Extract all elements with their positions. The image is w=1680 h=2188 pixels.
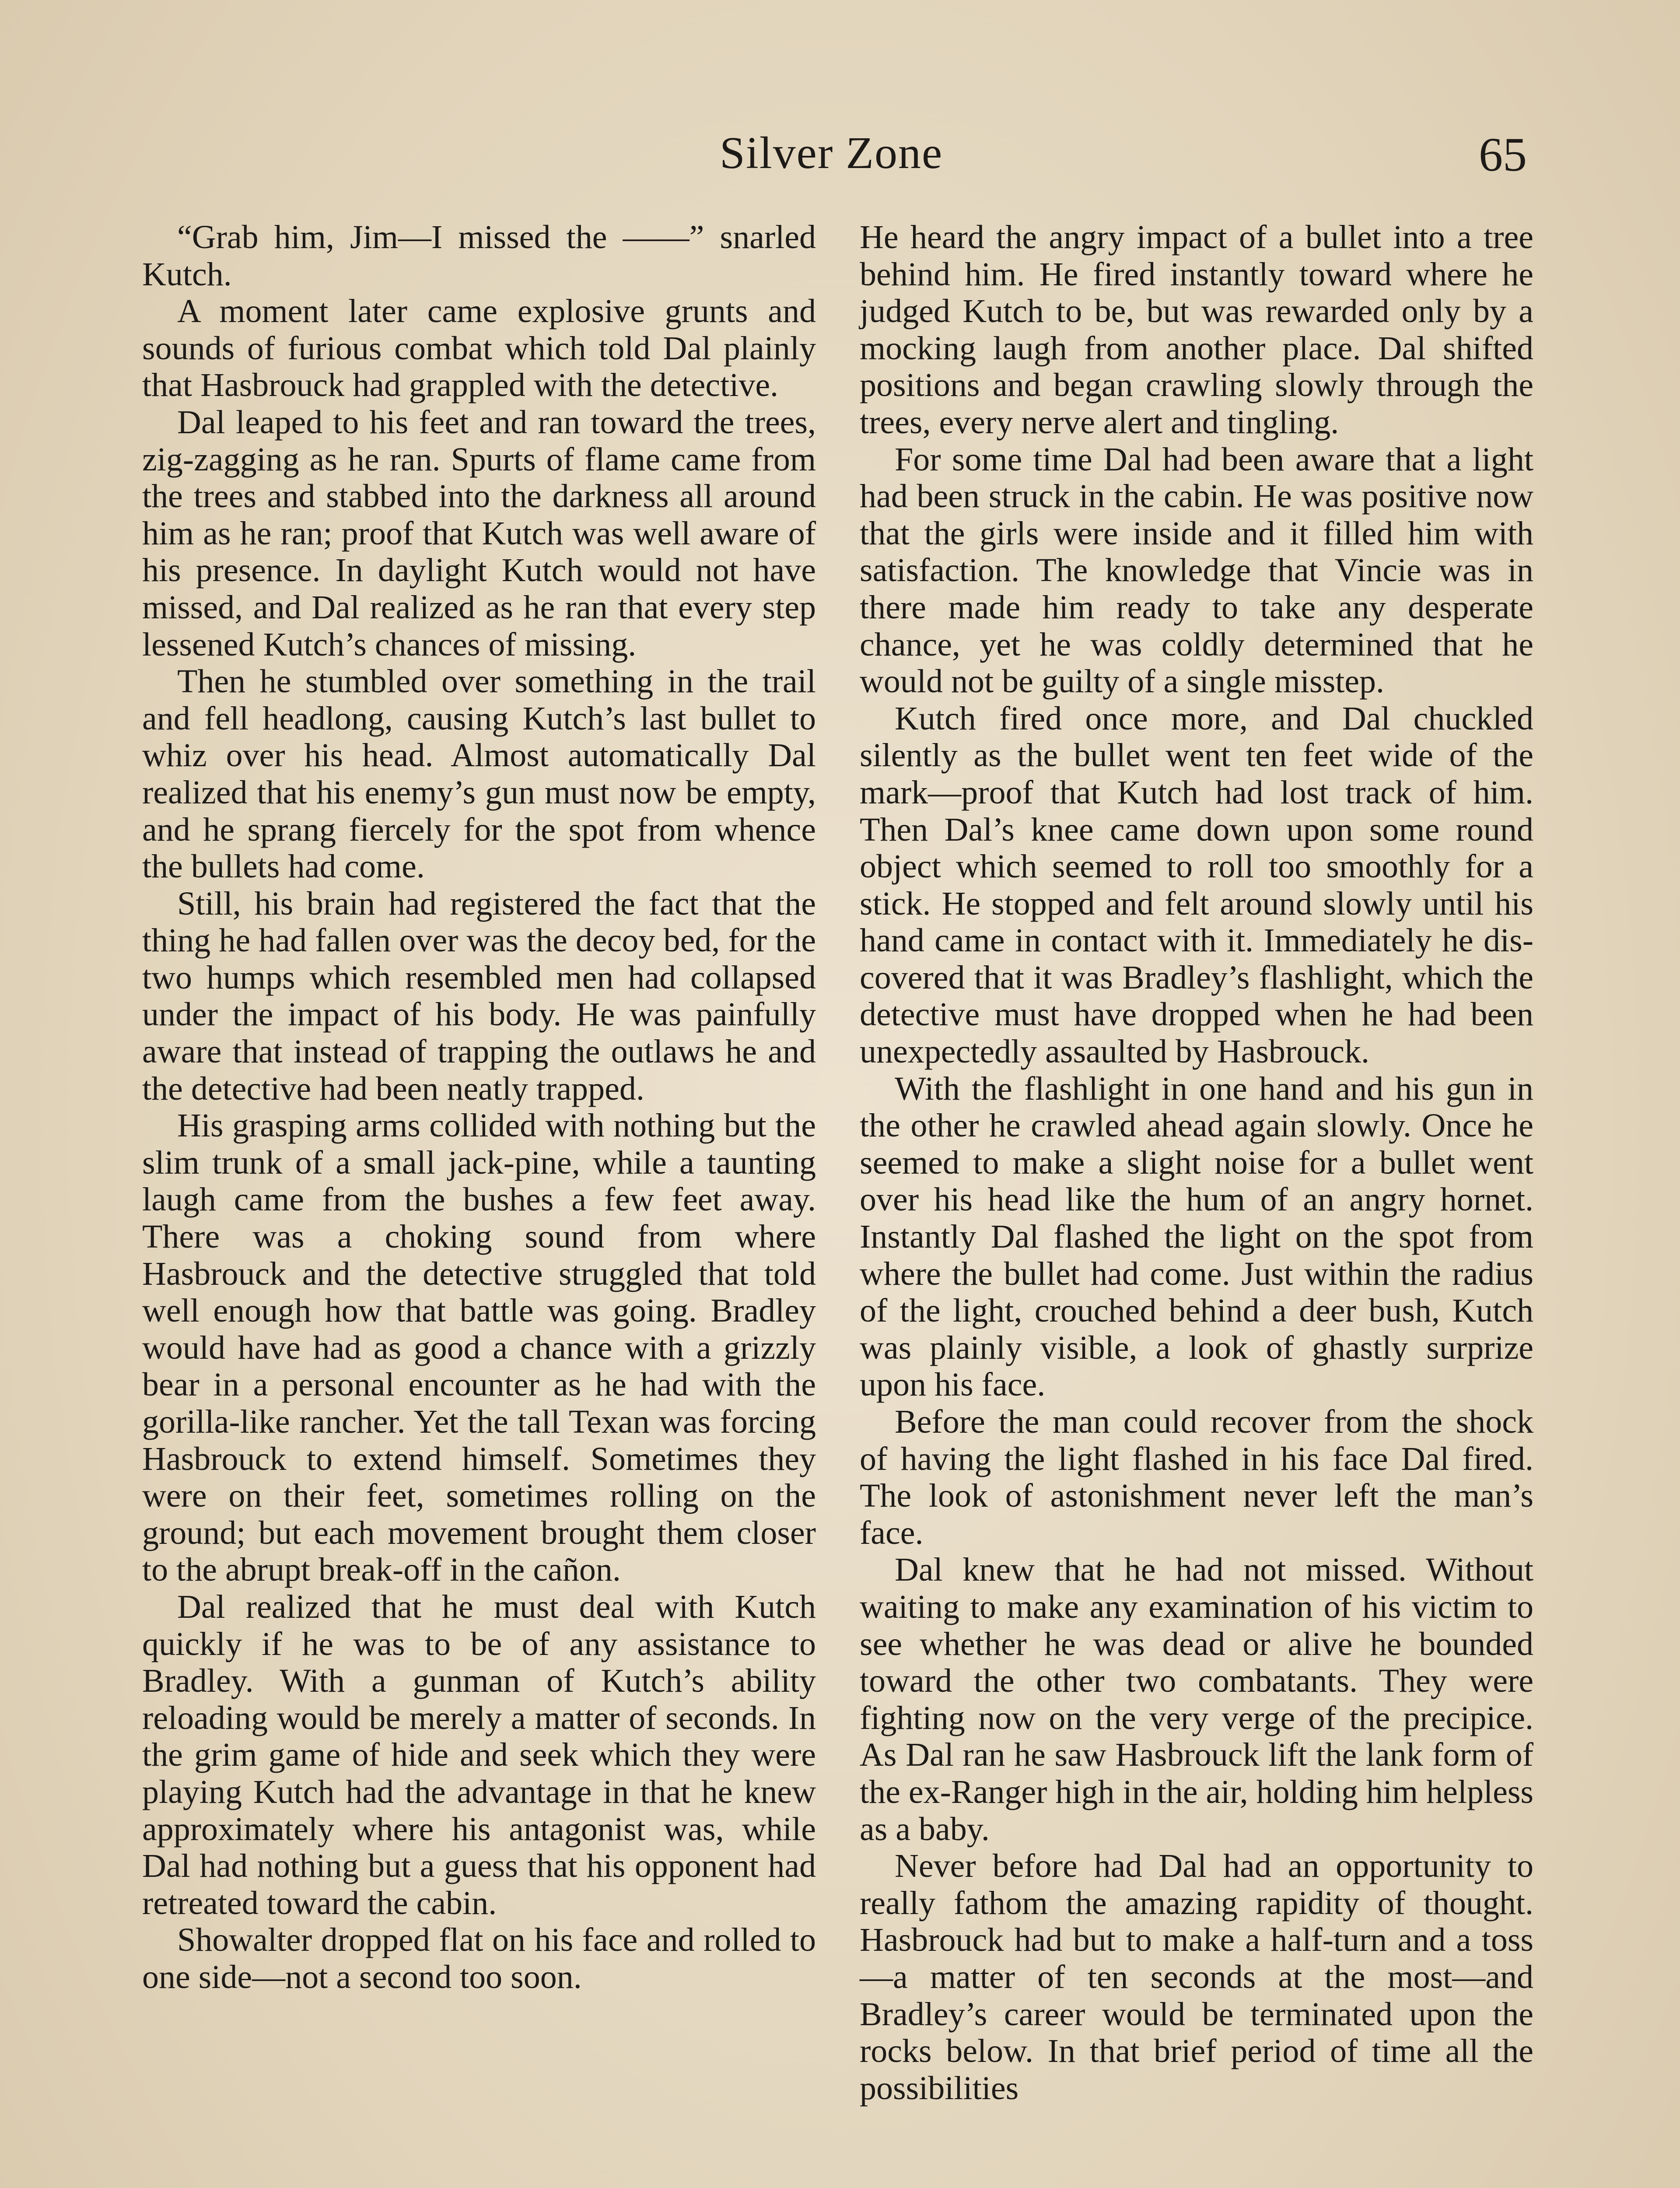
paragraph: Kutch fired once more, and Dal chuckled silently as the bullet went ten feet wide of the mark—proof that Kutch had lost track of him. Then Dal’s knee came down upon some round object which seemed to roll too smoothly for a stick. He stopped and felt around slowly until his hand came in contact with it. Immediately he discovered that it was Bradley’s flashlight, which the detective must have dropped when he had been unexpectedly assaulted by Hasbrouck. bbox=[860, 700, 1533, 1070]
paragraph: Before the man could recover from the shock of having the light flashed in his face Dal fired. The look of astonishment never left the man’s face. bbox=[860, 1403, 1533, 1551]
paragraph: Dal realized that he must deal with Kutch quickly if he was to be of any assistance to Bradley. With a gunman of Kutch’s ability reloading would be merely a matter of seconds. In the grim game of hide and seek which they were playing Kutch had the advantage in that he knew approximately where his antagonist was, while Dal had nothing but a guess that his opponent had retreated toward the cabin. bbox=[142, 1588, 816, 1922]
paragraph: “Grab him, Jim—I missed the ——” snarled Kutch. bbox=[142, 219, 816, 293]
paragraph: A moment later came explosive grunts and sounds of furious combat which told Dal plainly that Hasbrouck had grappled with the detective. bbox=[142, 293, 816, 404]
page-header bbox=[0, 127, 1680, 193]
left-text-column bbox=[142, 219, 816, 1996]
paragraph: Then he stumbled over something in the trail and fell headlong, causing Kutch’s last bullet to whiz over his head. Almost automatically Dal realized that his enemy’s gun must now be empty, and he sprang fiercely for the spot from whence the bullets had come. bbox=[142, 663, 816, 885]
paragraph-continued: He heard the angry impact of a bullet into a tree behind him. He fired instantly toward where he judged Kutch to be, but was rewarded only by a mocking laugh from another place. Dal shifted positions and began crawling slowly through the trees, every nerve alert and tingling. bbox=[860, 219, 1533, 441]
paragraph: Dal leaped to his feet and ran toward the trees, zig-zagging as he ran. Spurts of flame came from the trees and stabbed into the darkness all around him as he ran; proof that Kutch was well aware of his presence. In daylight Kutch would not have missed, and Dal realized as he ran that every step lessened Kutch’s chances of missing. bbox=[142, 403, 816, 663]
paragraph: With the flashlight in one hand and his gun in the other he crawled ahead again slowly. Once he seemed to make a slight noise for a bullet went over his head like the hum of an angry hornet. Instantly Dal flashed the light on the spot from where the bullet had come. Just within the radius of the light, crouched behind a deer bush, Kutch was plainly visible, a look of ghastly surprize upon his face. bbox=[860, 1070, 1533, 1403]
paragraph: Showalter dropped flat on his face and rolled to one side—not a second too soon. bbox=[142, 1922, 816, 1995]
paragraph: Never before had Dal had an opportunity to really fathom the amazing rapidity of thought. Hasbrouck had but to make a half-turn and a toss—a matter of ten seconds at the most—and Bradley’s career would be terminated upon the rocks below. In that brief period of time all the possibilities bbox=[860, 1848, 1533, 2107]
page-number: 65 bbox=[1479, 128, 1527, 181]
right-text-column bbox=[860, 219, 1533, 2107]
paragraph: For some time Dal had been aware that a light had been struck in the cabin. He was positive now that the girls were inside and it filled him with satisfaction. The knowledge that Vincie was in there made him ready to take any desperate chance, yet he was coldly determined that he would not be guilty of a single misstep. bbox=[860, 441, 1533, 700]
running-title: Silver Zone bbox=[720, 128, 943, 178]
paragraph: Still, his brain had registered the fact that the thing he had fallen over was the decoy bed, for the two humps which resembled men had collapsed under the impact of his body. He was painfully aware that instead of trapping the outlaws he and the detective had been neatly trapped. bbox=[142, 885, 816, 1107]
paragraph: Dal knew that he had not missed. Without waiting to make any examination of his victim to see whether he was dead or alive he bounded toward the other two combatants. They were fighting now on the very verge of the precipice. As Dal ran he saw Hasbrouck lift the lank form of the ex-Ranger high in the air, holding him helpless as a baby. bbox=[860, 1551, 1533, 1848]
paragraph: His grasping arms collided with nothing but the slim trunk of a small jack-pine, while a taunting laugh came from the bushes a few feet away. There was a choking sound from where Hasbrouck and the detective struggled that told well enough how that battle was going. Bradley would have had as good a chance with a grizzly bear in a personal encounter as he had with the gorilla-like rancher. Yet the tall Texan was forcing Hasbrouck to extend himself. Sometimes they were on their feet, sometimes rolling on the ground; but each movement brought them closer to the abrupt break-off in the cañon. bbox=[142, 1107, 816, 1588]
